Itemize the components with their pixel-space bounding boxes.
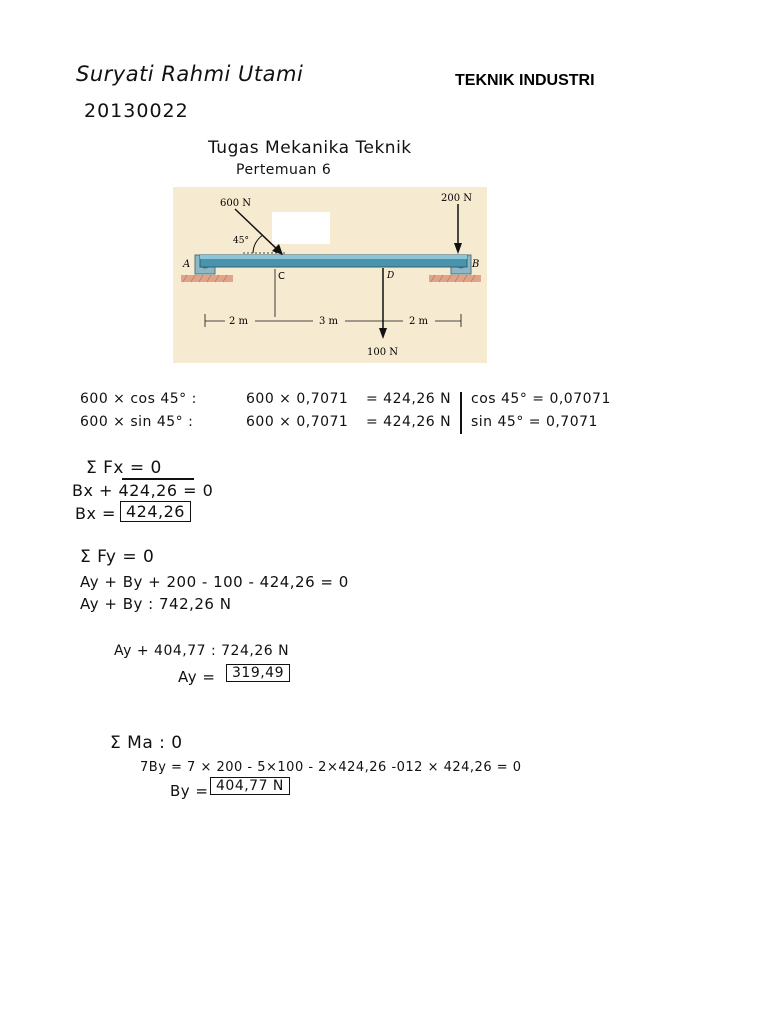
- point-c-label: C: [278, 271, 285, 282]
- sum-fy-heading: Σ Fy = 0: [80, 547, 155, 567]
- component-x-mid: 600 × 0,7071: [246, 391, 349, 407]
- ay-result: 319,49: [226, 664, 290, 682]
- load-100-label: 100 N: [367, 347, 399, 358]
- student-name: Suryati Rahmi Utami: [76, 62, 304, 86]
- load-200-label: 200 N: [441, 193, 473, 204]
- sum-ma-heading: Σ Ma : 0: [110, 733, 183, 753]
- ay-equation: Ay + 404,77 : 724,26 N: [114, 643, 290, 659]
- ay-label: Ay =: [178, 668, 216, 686]
- dimension-db: 2 m: [409, 316, 429, 327]
- point-d-label: D: [387, 271, 395, 281]
- fx-underline: [122, 478, 194, 480]
- component-y-mid: 600 × 0,7071: [246, 414, 349, 430]
- cos-value: cos 45° = 0,07071: [471, 391, 611, 407]
- component-separator: [460, 392, 462, 434]
- ground-right: [429, 275, 481, 282]
- dimension-cd: 3 m: [319, 316, 339, 327]
- bx-result-box: [120, 501, 191, 522]
- assignment-subtitle: Pertemuan 6: [236, 162, 332, 178]
- component-x-result: = 424,26 N: [366, 391, 452, 407]
- component-x-left: 600 × cos 45° :: [80, 391, 197, 407]
- ground-left: [181, 275, 233, 282]
- sum-fy-equation-1: Ay + By + 200 - 100 - 424,26 = 0: [80, 573, 349, 591]
- dimension-ac: 2 m: [229, 316, 249, 327]
- point-a-label: A: [183, 259, 191, 270]
- by-result-box: [210, 777, 290, 795]
- course-label: TEKNIK INDUSTRI: [455, 72, 595, 89]
- bx-label: Bx =: [75, 504, 116, 523]
- by-result: 404,77 N: [210, 777, 290, 795]
- student-id: 20130022: [84, 100, 189, 122]
- sin-value: sin 45° = 0,7071: [471, 414, 598, 430]
- sum-fy-equation-2: Ay + By : 742,26 N: [80, 595, 232, 613]
- sum-fx-heading: Σ Fx = 0: [86, 458, 162, 478]
- ay-result-box: [226, 664, 290, 682]
- by-label: By =: [170, 782, 209, 800]
- component-y-result: = 424,26 N: [366, 414, 452, 430]
- figure-blank-patch: [272, 212, 330, 244]
- sum-ma-equation: 7By = 7 × 200 - 5×100 - 2×424,26 -012 × 424,26 = 0: [140, 760, 522, 775]
- bx-result: 424,26: [120, 501, 191, 522]
- beam-highlight: [200, 255, 467, 259]
- beam-diagram: [173, 187, 487, 363]
- assignment-title: Tugas Mekanika Teknik: [208, 138, 412, 158]
- component-y-left: 600 × sin 45° :: [80, 414, 194, 430]
- angle-label: 45°: [233, 236, 249, 246]
- load-600-label: 600 N: [220, 198, 252, 209]
- point-b-label: B: [472, 259, 480, 270]
- sum-fx-equation: Bx + 424,26 = 0: [72, 481, 214, 500]
